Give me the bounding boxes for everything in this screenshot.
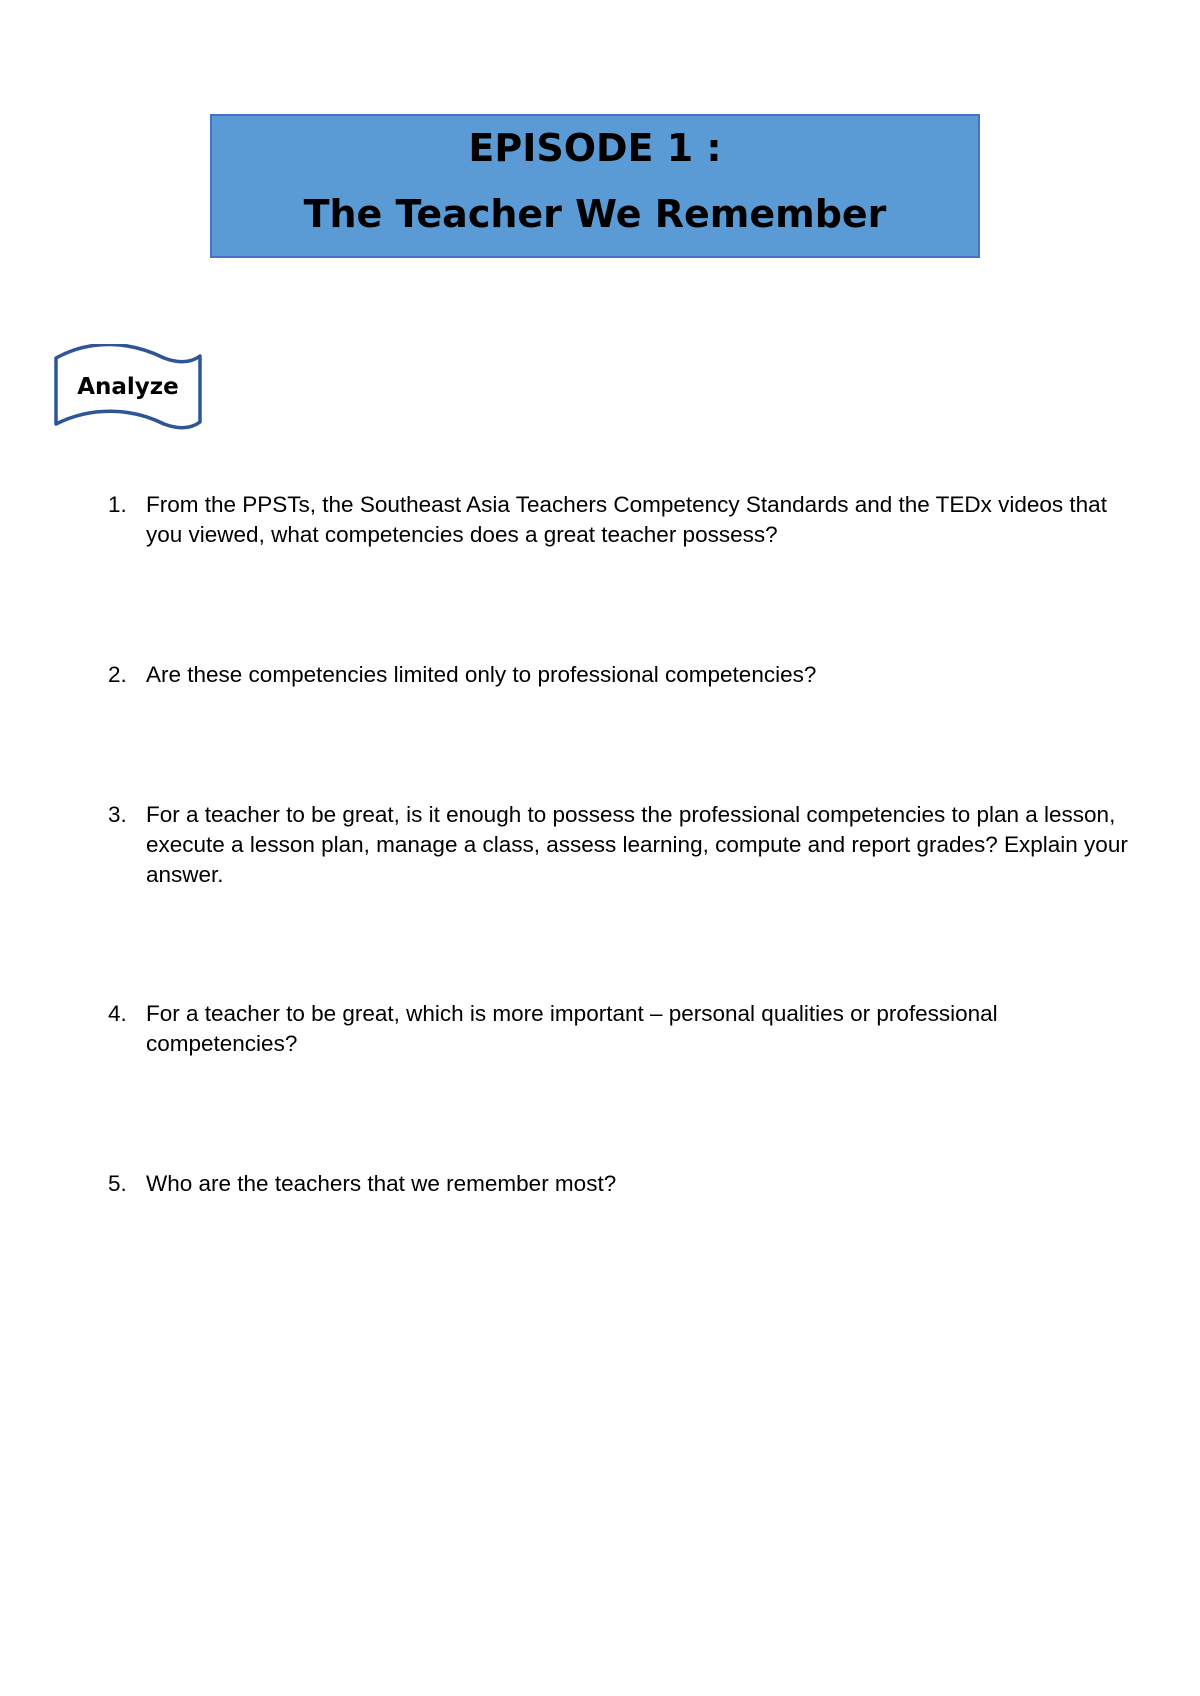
- episode-title-box: [210, 114, 980, 258]
- question-number: 1.: [108, 492, 127, 517]
- question-number: 2.: [108, 662, 127, 687]
- episode-subtitle: The Teacher We Remember: [303, 192, 887, 236]
- question-number: 5.: [108, 1171, 127, 1196]
- question-text: For a teacher to be great, is it enough to possess the professional competencies to plan a lesson, execute a lesson plan, manage a class, assess learning, compute and report grades? Explain your answer.: [146, 802, 1128, 887]
- question-text: Who are the teachers that we remember most?: [146, 1171, 617, 1196]
- question-text: For a teacher to be great, which is more important – personal qualities or professional competencies?: [146, 1001, 998, 1056]
- analyze-banner: [52, 344, 204, 438]
- analyze-label: Analyze: [77, 374, 179, 400]
- question-number: 3.: [108, 802, 127, 827]
- question-text: Are these competencies limited only to professional competencies?: [146, 662, 817, 687]
- question-text: From the PPSTs, the Southeast Asia Teachers Competency Standards and the TEDx videos that you viewed, what competencies does a great teacher possess?: [146, 492, 1107, 547]
- question-number: 4.: [108, 1001, 127, 1026]
- episode-title: EPISODE 1 :: [468, 126, 722, 170]
